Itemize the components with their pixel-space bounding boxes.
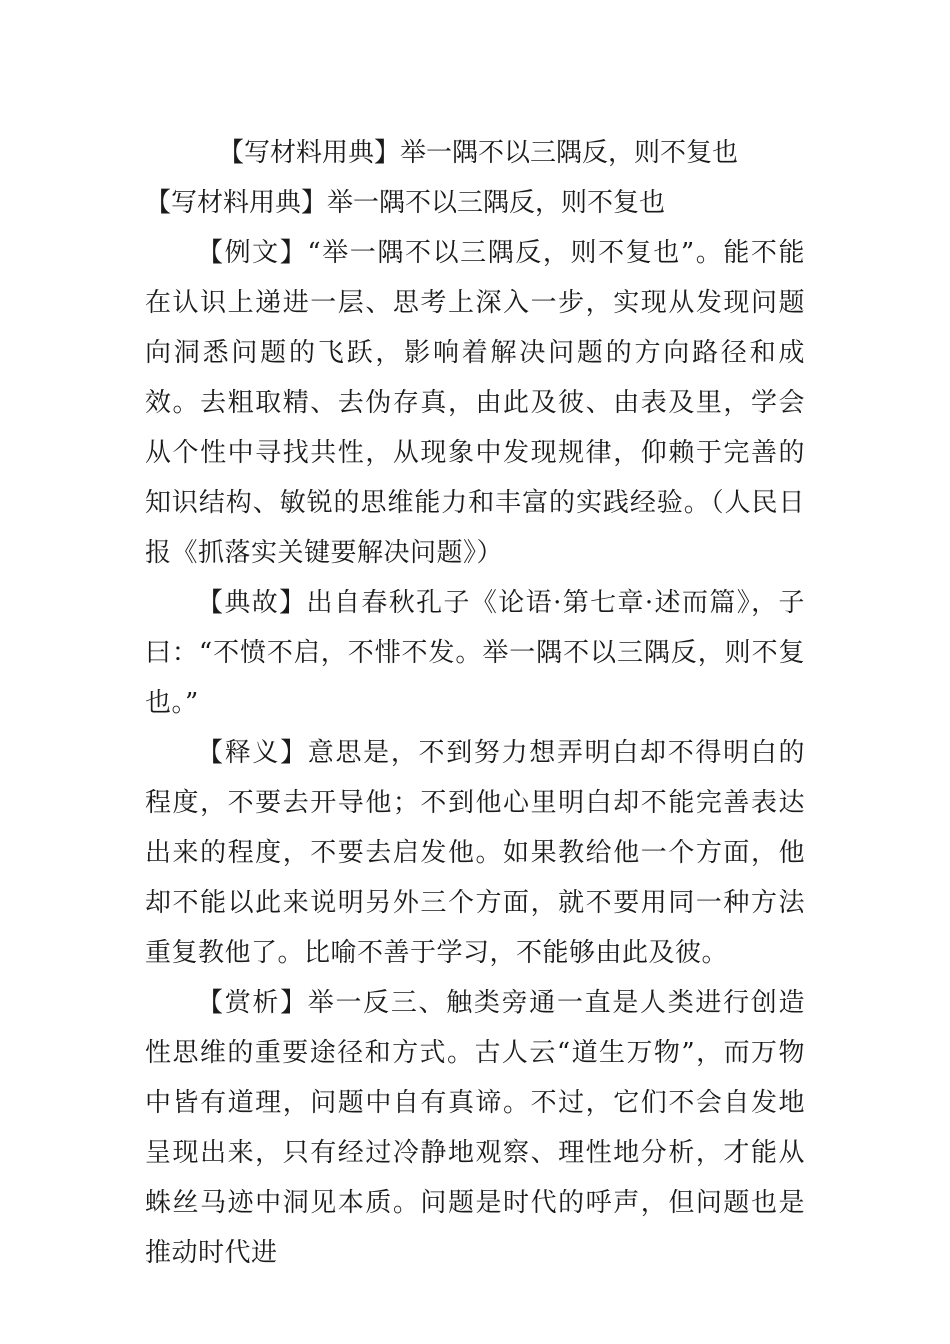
paragraph-appreciation: 【赏析】举一反三、触类旁通一直是人类进行创造性思维的重要途径和方式。古人云“道生万物”，而万物中皆有道理，问题中自有真谛。不过，它们不会自发地呈现出来，只有经过冷静地观察、理性地分析，才能从蛛丝马迹中洞见本质。问题是时代的呼声，但问题也是推动时代进	[145, 988, 805, 1268]
paragraph-meaning: 【释义】意思是，不到努力想弄明白却不得明白的程度，不要去开导他；不到他心里明白却不能完善表达出来的程度，不要去启发他。如果教给他一个方面，他却不能以此来说明另外三个方面，就不要用同一种方法重复教他了。比喻不善于学习，不能够由此及彼。	[145, 738, 805, 968]
paragraph-allusion: 【典故】出自春秋孔子《论语·第七章·述而篇》，子曰：“不愤不启，不悱不发。举一隅不以三隅反，则不复也。”	[145, 588, 805, 718]
document-title: 【写材料用典】举一隅不以三隅反，则不复也	[218, 138, 739, 168]
paragraph-example: 【例文】“举一隅不以三隅反，则不复也”。能不能在认识上递进一层、思考上深入一步，实现从发现问题向洞悉问题的飞跃，影响着解决问题的方向路径和成效。去粗取精、去伪存真，由此及彼、由表及里，学会从个性中寻找共性，从现象中发现规律，仰赖于完善的知识结构、敏锐的思维能力和丰富的实践经验。（人民日报《抓落实关键要解决问题》）	[145, 238, 805, 568]
document-body	[145, 178, 805, 1278]
document-subtitle: 【写材料用典】举一隅不以三隅反，则不复也	[145, 188, 666, 218]
